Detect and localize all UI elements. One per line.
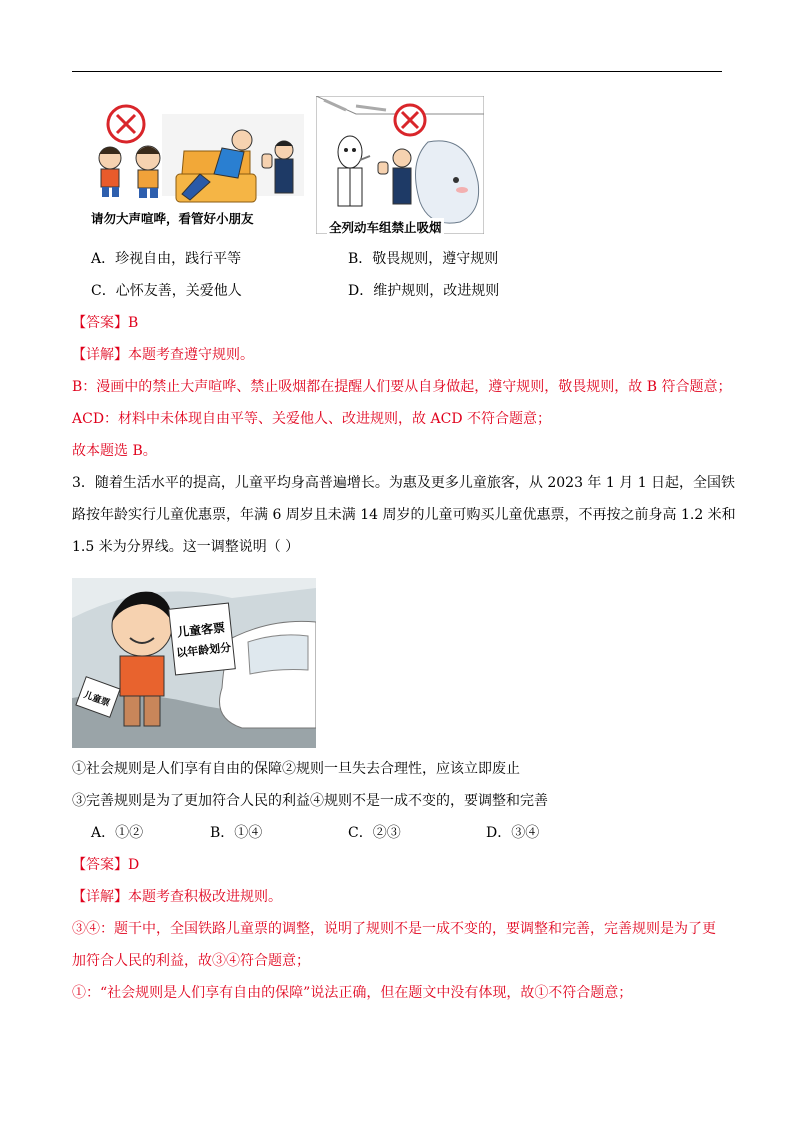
prohibition-icon — [395, 105, 425, 135]
q2-option-d: D．维护规则，改进规则 — [348, 283, 500, 299]
q3-statement-line-2: ③完善规则是为了更加符合人民的利益④规则不是一成不变的，要调整和完善 — [72, 793, 548, 809]
age-rule-sign — [169, 603, 236, 675]
q3-stem-line-3: 1.5 米为分界线。这一调整说明（ ） — [72, 539, 300, 555]
q3-detail-title: 【详解】本题考查积极改进规则。 — [72, 889, 282, 905]
q3-stem-line-2: 路按年龄实行儿童优惠票，年满 6 周岁且未满 14 周岁的儿童可购买儿童优惠票，不再按之前身高 1.2 米和 — [72, 507, 736, 523]
q2-option-a: A．珍视自由，践行平等 — [91, 251, 242, 267]
q3-option-c: C．②③ — [348, 825, 401, 841]
ticket-label: 儿童票 — [82, 690, 111, 709]
no-smoking-cartoon — [316, 96, 484, 234]
prohibition-icon — [108, 106, 144, 142]
q2-detail-title: 【详解】本题考查遵守规则。 — [72, 347, 254, 363]
q2-answer: 【答案】B — [72, 315, 139, 331]
sign-line-1: 儿童客票 — [176, 620, 226, 640]
q3-stem-line-1: 3．随着生活水平的提高，儿童平均身高普遍增长。为惠及更多儿童旅客，从 2023 年 1 月 1 日起，全国铁 — [72, 475, 736, 491]
child-ticket-cartoon — [72, 578, 316, 748]
sign-line-2: 以年龄划分 — [175, 641, 232, 660]
q3-detail-line-3: ①：“社会规则是人们享有自由的保障”说法正确，但在题文中没有体现，故①不符合题意； — [72, 985, 633, 1001]
figure1-right-caption: 全列动车组禁止吸烟 — [329, 220, 442, 235]
q3-option-b: B．①④ — [210, 825, 263, 841]
q3-detail-line-2: 加符合人民的利益，故③④符合题意； — [72, 953, 310, 969]
q3-option-a: A．①② — [91, 825, 144, 841]
q3-detail-line-1: ③④：题干中，全国铁路儿童票的调整，说明了规则不是一成不变的，要调整和完善，完善规则是为了更 — [72, 921, 716, 937]
figure1-left-caption: 请勿大声喧哗，看管好小朋友 — [91, 211, 254, 226]
cartoon-illustration — [316, 96, 484, 234]
q2-conclusion: 故本题选 B。 — [72, 443, 157, 459]
q2-detail-line-2: ACD：材料中未体现自由平等、关爱他人、改进规则，故 ACD 不符合题意； — [72, 411, 551, 427]
cartoon-illustration — [72, 578, 316, 748]
header-rule — [72, 71, 722, 72]
q3-statement-line-1: ①社会规则是人们享有自由的保障②规则一旦失去合理性，应该立即废止 — [72, 761, 520, 777]
q3-answer: 【答案】D — [72, 857, 140, 873]
q2-detail-line-1: B：漫画中的禁止大声喧哗、禁止吸烟都在提醒人们要从自身做起，遵守规则，敬畏规则，故 B 符合题意； — [72, 379, 732, 395]
q2-option-b: B．敬畏规则，遵守规则 — [348, 251, 499, 267]
q3-option-d: D．③④ — [486, 825, 540, 841]
q2-option-c: C．心怀友善，关爱他人 — [91, 283, 242, 299]
